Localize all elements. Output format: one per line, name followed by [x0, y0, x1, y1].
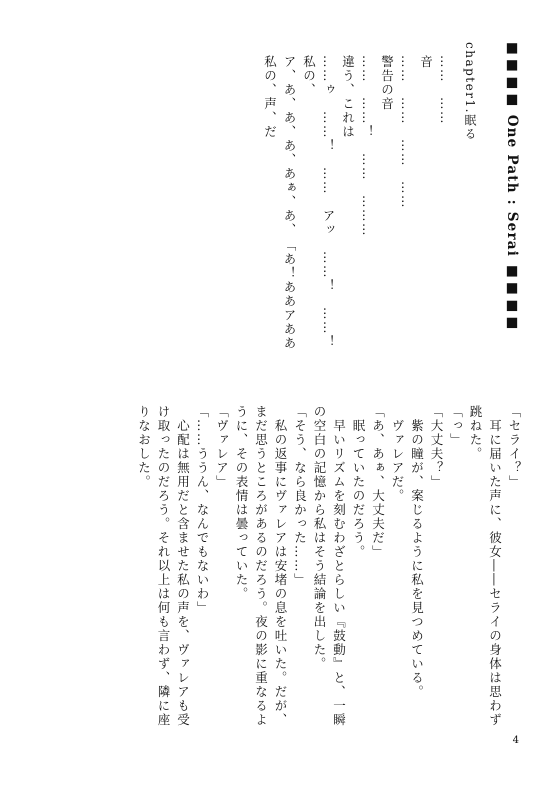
bottom-text-line: 「っ」 [448, 405, 464, 447]
bottom-text-line: 心配は無用だと含ませた私の声を、ヴァレアも受 [175, 405, 191, 727]
book-header: ■■■■ One Path : Serai ■■■■ [504, 40, 520, 332]
bottom-text-line: まだ思うところがあるのだろう。夜の影に重なるよ [253, 405, 269, 727]
bottom-text-line: け取ったのだろう。それ以上は何も言わず、隣に座 [156, 405, 171, 727]
bottom-text-line: の空白の記憶から私はそう結論を出した。 [312, 405, 327, 671]
bottom-text-line: 「セライ？」 [507, 405, 522, 489]
bottom-section-text [134, 405, 524, 727]
bottom-text-line: 「あ、あぁ、大丈夫だ」 [370, 405, 386, 559]
top-text-line: 私の、声、だ [262, 55, 278, 139]
bottom-text-line: 眠っていたのだろう。 [351, 405, 366, 559]
bottom-text-line: りなおした。 [136, 405, 152, 489]
page-number: 4 [512, 735, 519, 746]
top-section-text [260, 55, 455, 351]
top-text-line: ア、あ、あ、あ、あぁ、あ、 「あ！ああアああ [282, 55, 297, 351]
bottom-text-line: 私の返事にヴァレアは安堵の息を吐いた。だが、 [273, 405, 288, 727]
bottom-text-line: 跳ねた。 [468, 405, 483, 461]
bottom-text-line: うに、その表情は曇っていた。 [234, 405, 249, 601]
top-text-line: 音 [418, 55, 434, 69]
bottom-text-line: 紫の瞳が、案じるように私を見つめている。 [409, 405, 425, 699]
bottom-text-line: ヴァレアだ。 [390, 405, 405, 503]
top-text-line: 私の、 [301, 55, 317, 97]
top-text-line: …… …… …… …… [399, 55, 414, 209]
bottom-text-line: 耳に届いた声に、彼女――セライの身体は思わず [487, 405, 503, 727]
top-text-line: …… ……！ …… ……… [360, 55, 375, 237]
bottom-text-line: 「そう、なら良かった……」 [292, 405, 308, 587]
bottom-text-line: 早いリズムを刻むわざとらしい『鼓動』と、一瞬 [331, 405, 347, 727]
bottom-text-line: 「ヴァレア」 [214, 405, 230, 489]
chapter-title: chapter1.眠る [463, 42, 477, 141]
chapter-title-column [460, 42, 480, 141]
bottom-text-line: 「大丈夫？」 [429, 405, 444, 489]
top-text-line: 違う、これは [340, 55, 356, 139]
top-text-line: 警告の音 [379, 55, 395, 111]
top-text-line: ……ゥ ……！ …… アッ ……！ ……！ [321, 55, 336, 349]
top-text-line: …… …… [438, 55, 453, 125]
header-column [502, 40, 522, 332]
bottom-text-line: 「……ううん、なんでもないわ」 [195, 405, 210, 615]
